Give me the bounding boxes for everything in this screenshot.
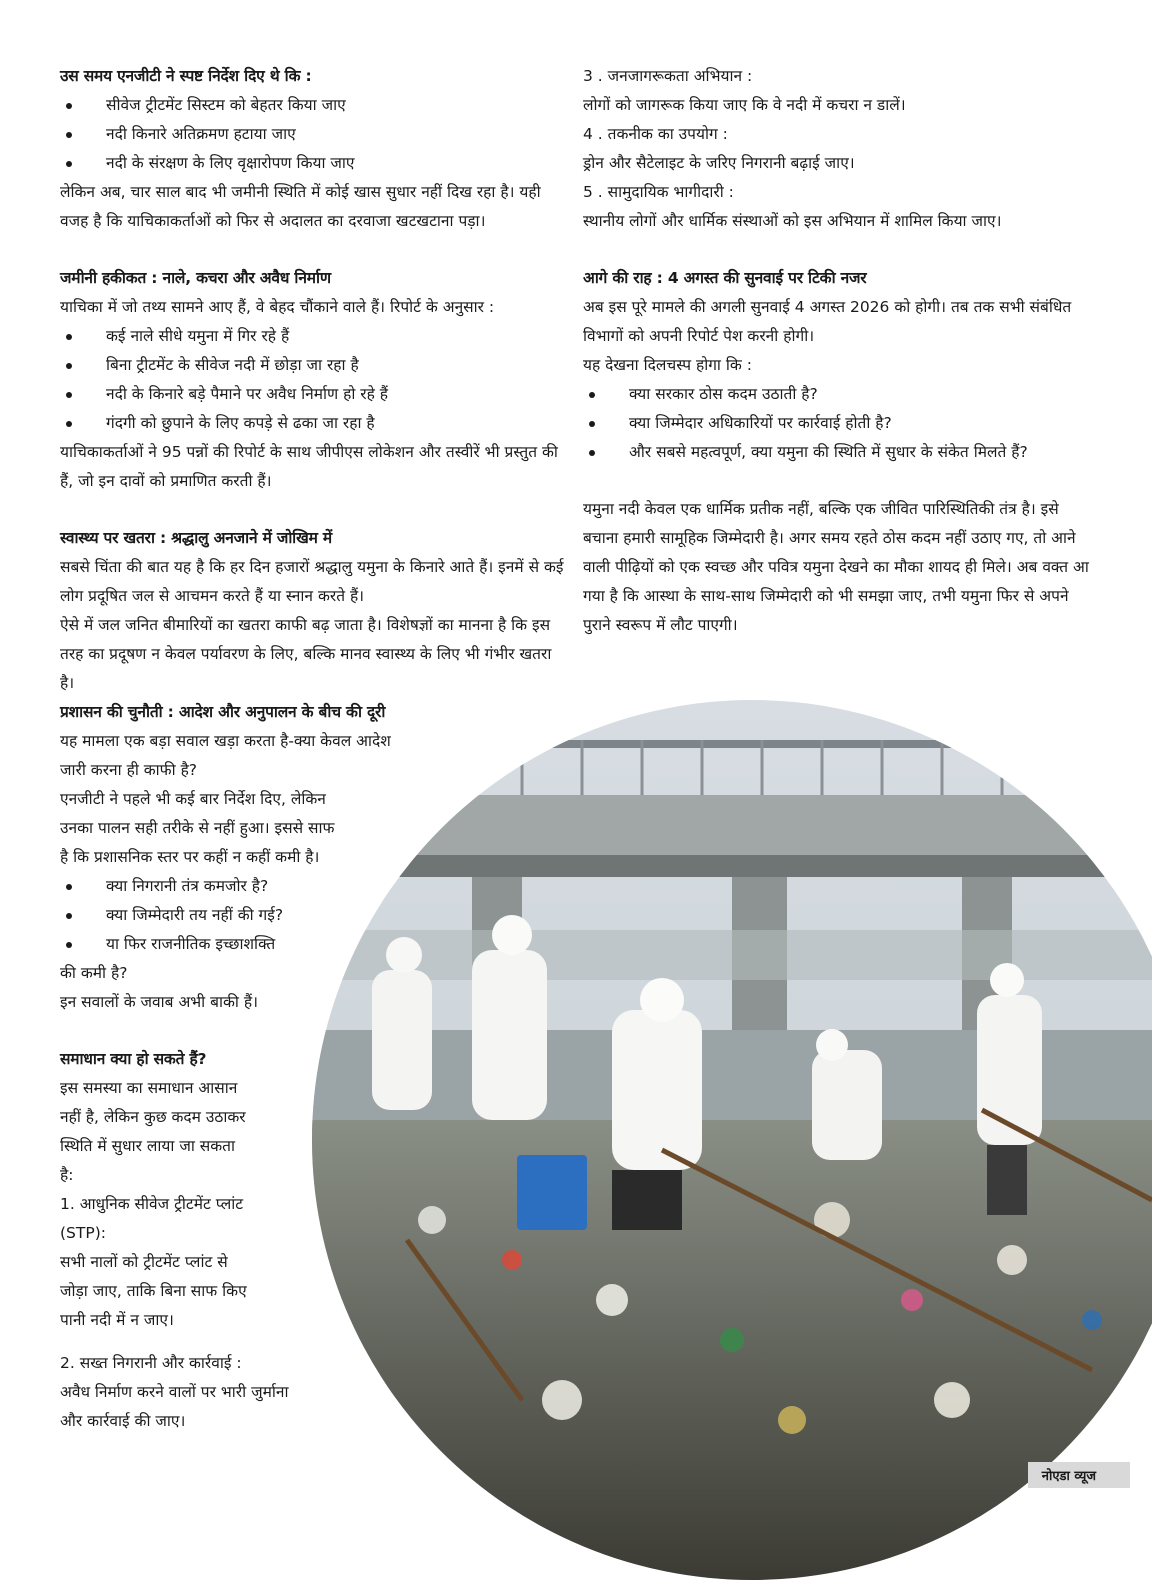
solution-line: स्थिति में सुधार लाया जा सकता — [60, 1137, 236, 1155]
ground-intro: याचिका में जो तथ्य सामने आए हैं, वे बेहद चौंकाने वाले हैं। रिपोर्ट के अनुसार : — [60, 298, 495, 316]
solution-item-2-title: 2. सख्त निगरानी और कार्रवाई : — [60, 1354, 242, 1372]
solution-item-3-text: लोगों को जागरूक किया जाए कि वे नदी में कचरा न डालें। — [583, 96, 906, 114]
ground-reality-heading: जमीनी हकीकत : नाले, कचरा और अवैध निर्माण — [60, 269, 331, 287]
admin-line: जारी करना ही काफी है? — [60, 761, 198, 779]
list-item: क्या सरकार ठोस कदम उठाती है? — [583, 380, 1093, 409]
health-risk-heading: स्वास्थ्य पर खतरा : श्रद्धालु अनजाने में जोखिम में — [60, 529, 332, 547]
left-column-bottom — [60, 698, 450, 1436]
list-item: क्या जिम्मेदारी तय नहीं की गई? — [60, 901, 396, 930]
list-item: बिना ट्रीटमेंट के सीवेज नदी में छोड़ा जा रहा है — [60, 351, 570, 380]
ground-reality-list — [60, 322, 570, 438]
solution-line: इस समस्या का समाधान आसान — [60, 1079, 238, 1097]
admin-line: एनजीटी ने पहले भी कई बार निर्देश दिए, लेकिन — [60, 790, 326, 808]
list-item: क्या निगरानी तंत्र कमजोर है? — [60, 872, 396, 901]
solution-item-4-text: ड्रोन और सैटेलाइट के जरिए निगरानी बढ़ाई जाए। — [583, 154, 855, 172]
solutions-heading: समाधान क्या हो सकते हैं? — [60, 1050, 207, 1068]
admin-line: उनका पालन सही तरीके से नहीं हुआ। इससे साफ — [60, 819, 335, 837]
solution-item-2-text: अवैध निर्माण करने वालों पर भारी जुर्माना — [60, 1383, 289, 1401]
admin-questions-list — [60, 872, 450, 959]
ground-paragraph: याचिकाकर्ताओं ने 95 पन्नों की रिपोर्ट के साथ जीपीएस लोकेशन और तस्वीरें भी प्रस्तुत की हैं, जो इन दावों को प्रमाणित करती हैं। — [60, 443, 558, 490]
list-item: क्या जिम्मेदार अधिकारियों पर कार्रवाई होती है? — [583, 409, 1093, 438]
list-item: गंदगी को छुपाने के लिए कपड़े से ढका जा रहा है — [60, 409, 570, 438]
ngt-directions-list — [60, 91, 570, 178]
solution-line: है: — [60, 1166, 74, 1184]
closing-paragraph: यमुना नदी केवल एक धार्मिक प्रतीक नहीं, बल्कि एक जीवित पारिस्थितिकी तंत्र है। इसे बचाना हमारी सामूहिक जिम्मेदारी है। अगर समय रहते ठोस कदम नहीं उठाए गए, तो आने वाली पीढ़ियों को एक स्वच्छ और पवित्र यमुना देखने का मौका शायद ही मिले। अब वक्त आ गया है कि आस्था के साथ-साथ जिम्मेदारी को भी समझा जाए, तभी यमुना फिर से अपने पुराने स्वरूप में लौट पाएगी। — [583, 500, 1089, 634]
solution-item-1-text: सभी नालों को ट्रीटमेंट प्लांट से — [60, 1253, 228, 1271]
solution-item-1-title: (STP): — [60, 1224, 106, 1242]
solution-item-5-title: 5 . सामुदायिक भागीदारी : — [583, 183, 734, 201]
admin-challenge-heading: प्रशासन की चुनौती : आदेश और अनुपालन के बीच की दूरी — [60, 703, 386, 721]
solution-item-1-text: जोड़ा जाए, ताकि बिना साफ किए — [60, 1282, 247, 1300]
right-column-top — [583, 62, 1093, 640]
list-item: नदी के संरक्षण के लिए वृक्षारोपण किया जाए — [60, 149, 570, 178]
road-ahead-list — [583, 380, 1093, 467]
solution-item-1-title: 1. आधुनिक सीवेज ट्रीटमेंट प्लांट — [60, 1195, 244, 1213]
list-item: नदी के किनारे बड़े पैमाने पर अवैध निर्माण हो रहे हैं — [60, 380, 570, 409]
solution-item-1-text: पानी नदी में न जाए। — [60, 1311, 174, 1329]
road-ahead-heading: आगे की राह : 4 अगस्त की सुनवाई पर टिकी नजर — [583, 269, 867, 287]
left-column-top — [60, 62, 570, 698]
list-item: कई नाले सीधे यमुना में गिर रहे हैं — [60, 322, 570, 351]
list-item: नदी किनारे अतिक्रमण हटाया जाए — [60, 120, 570, 149]
admin-line: यह मामला एक बड़ा सवाल खड़ा करता है-क्या केवल आदेश — [60, 732, 391, 750]
admin-line: की कमी है? — [60, 964, 128, 982]
solution-item-3-title: 3 . जनजागरूकता अभियान : — [583, 67, 753, 85]
solution-item-2-text: और कार्रवाई की जाए। — [60, 1412, 186, 1430]
ngt-directions-heading: उस समय एनजीटी ने स्पष्ट निर्देश दिए थे कि : — [60, 67, 312, 85]
road-ahead-paragraph: अब इस पूरे मामले की अगली सुनवाई 4 अगस्त 2026 को होगी। तब तक सभी संबंधित विभागों को अपनी रिपोर्ट पेश करनी होगी। — [583, 298, 1072, 345]
health-paragraph-1: सबसे चिंता की बात यह है कि हर दिन हजारों श्रद्धालु यमुना के किनारे आते हैं। इनमें से कई लोग प्रदूषित जल से आचमन करते हैं या स्नान करते हैं। — [60, 558, 564, 605]
admin-line: है कि प्रशासनिक स्तर पर कहीं न कहीं कमी है। — [60, 848, 320, 866]
health-paragraph-2: ऐसे में जल जनित बीमारियों का खतरा काफी बढ़ जाता है। विशेषज्ञों का मानना है कि इस तरह का प्रदूषण न केवल पर्यावरण के लिए, बल्कि मानव स्वास्थ्य के लिए भी गंभीर खतरा है। — [60, 616, 552, 692]
admin-close: इन सवालों के जवाब अभी बाकी हैं। — [60, 993, 258, 1011]
solution-line: नहीं है, लेकिन कुछ कदम उठाकर — [60, 1108, 246, 1126]
publication-label: नोएडा व्यूज — [1028, 1462, 1130, 1488]
solution-item-5-text: स्थानीय लोगों और धार्मिक संस्थाओं को इस अभियान में शामिल किया जाए। — [583, 212, 1002, 230]
solution-item-4-title: 4 . तकनीक का उपयोग : — [583, 125, 728, 143]
list-item: सीवेज ट्रीटमेंट सिस्टम को बेहतर किया जाए — [60, 91, 570, 120]
road-ahead-intro: यह देखना दिलचस्प होगा कि : — [583, 356, 752, 374]
list-item: और सबसे महत्वपूर्ण, क्या यमुना की स्थिति में सुधार के संकेत मिलते हैं? — [583, 438, 1093, 467]
intro-paragraph: लेकिन अब, चार साल बाद भी जमीनी स्थिति में कोई खास सुधार नहीं दिख रहा है। यही वजह है कि याचिकाकर्ताओं को फिर से अदालत का दरवाजा खटखटाना पड़ा। — [60, 183, 541, 230]
list-item: या फिर राजनीतिक इच्छाशक्ति — [60, 930, 396, 959]
